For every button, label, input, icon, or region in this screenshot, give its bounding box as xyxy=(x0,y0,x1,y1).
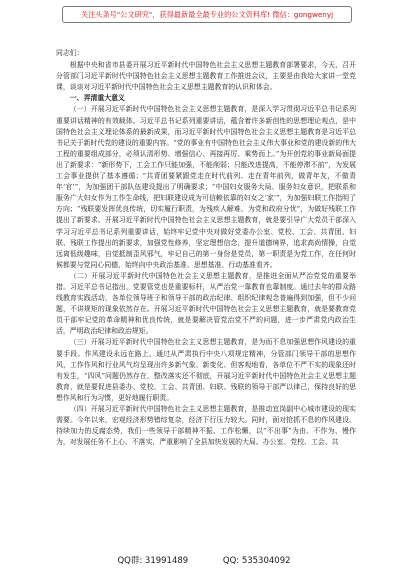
document-greeting: 同志们： xyxy=(56,49,84,57)
document-body xyxy=(56,60,356,448)
body-paragraph: 根据中央和省市县委开展习近平新时代中国特色社会主义思想主题教育部署要求，今天，召开分管部门习近平新时代中国特色社会主义思想主题教育工作推进会议，主要是由我给大家讲一堂党课，谈谈对习近平新时代中国特色社会主义思想主题教育的认识和体会。 xyxy=(56,61,356,92)
body-paragraph: （二）开展习近平新时代中国特色社会主义思想主题教育，是推进全面从严治党党的重要举措。习近平总书记指出，党要管党也是重要标杆，从严治党一靠教育也靠制度。通过去年的群众路线教育实践活动，各单位领导班子和领导干部的政治纪律、组织纪律观念普遍得到加强，但不少问题，不讲规矩的现象依然存在。开展习近平新时代中国特色社会主义思想主题教育，就是要教育党员干部牢记党的革命精神和优良传统，就是要解决管党治党不严的问题，进一步严肃党内政治生活，严明政治纪律和政治规矩。 xyxy=(56,271,356,336)
body-paragraph: （一）开展习近平新时代中国特色社会主义思想主题教育，是深入学习贯彻习近平总书记系列重要讲话精神的有效载体。习近平总书记系列重要讲话，蕴含着许多新创性的思想理论观点，是中国特色社会主义理论体系的最新成果，而习近平新时代中国特色社会主义思想主题教育是习近平总书记关于新时代党的建设的重要内容。“党的事业有中国特色社会主义伟大事业和党的建设新的伟大工程的重要组成部分，必须认清形势、增强信心、再接再厉、乘势而上。”为开创党的事业新局面提出了新要求：“新形势下，工会工作只能加强，不能削弱；只能改进提高，不能停滞不前”，为发展工会事业提供了基本遵循；“共青团要紧跟党走在时代前列、走在青年前列，做青年友，不做青年‘官’”，为加强团干部队伍建设提出了明确要求；“中国妇女服务大局、服务妇女意识，把联系和服务广大妇女作为工作生命线，把妇联建设成为可信赖依靠的妇女之‘家’”，为加强妇联工作指明了方向；“残联要发挥优良传统，切实履行职责，为残疾人解难、为党和政府分忧”，为做好残联工作提出了新要求。开展习近平新时代中国特色社会主义思想主题教育，就是要引导广大党员干部深入学习习近平总书记系列重要讲话，始终牢记党中央对做好党委办公室、党校、工会、共青团、妇联、残联工作提出的新要求，加强党性修养，坚定理想信念，提升道德境界，追求高尚情操，自觉远离低级趣味，自觉抵制歪风邪气，牢记自己的第一身份是党员，第一职责是为党工作，在任何时候都要与党同心同德，始终向中央政治基准、思想基准、行动基准看齐。 xyxy=(56,105,356,269)
body-paragraph: （三）开展习近平新时代中国特色社会主义思想主题教育，是为而不息加强思想作风建设的重要手段。作风建设永远在路上。通过从严肃执行中央八项规定精神，分管部门领导干部的思想作风，工作作风和行业风气均呈现出许多新气象、新变化、但客观地看，各单位不严不实的现象还时有发生，“四风”问题仍然存在，整改落实还不彻底，开展习近平新时代中国特色社会主义思想主题教育，就是要促进县委办、党校、工会、共青团、妇联、残联的领导干部严以律己，保持良好的思想作风和行为习惯，更好地履行职责。 xyxy=(56,338,356,402)
section-heading: 一、弄清重大意义 xyxy=(69,94,125,103)
promo-banner: 关注头条号"公文研究"，获得最新最全最专业的公文资料库! 微信：gongwenyj xyxy=(62,6,352,23)
page-footer xyxy=(0,552,408,570)
document-page xyxy=(56,48,356,448)
footer-qq-group: QQ群: 31991489 xyxy=(117,556,189,566)
footer-qq-contact: QQ: 535304092 xyxy=(222,556,291,566)
body-paragraph: （四）开展习近平新时代中国特色社会主义思想主题教育，是推动宜岗副中心城市建设的现实需要。今年以来，宏观经济形势错综复杂，经济下行压力较大。同时，面对抢抓不息的作风建设、持续加力的反腐态势，我们一些领导干部精神不振、工作松懈，以“不出事”为由、不作为、慢作为，对发展任务不上心、不落实，严重影响了全县加快发展的大局。办公室、党校、工会、共 xyxy=(56,405,356,447)
